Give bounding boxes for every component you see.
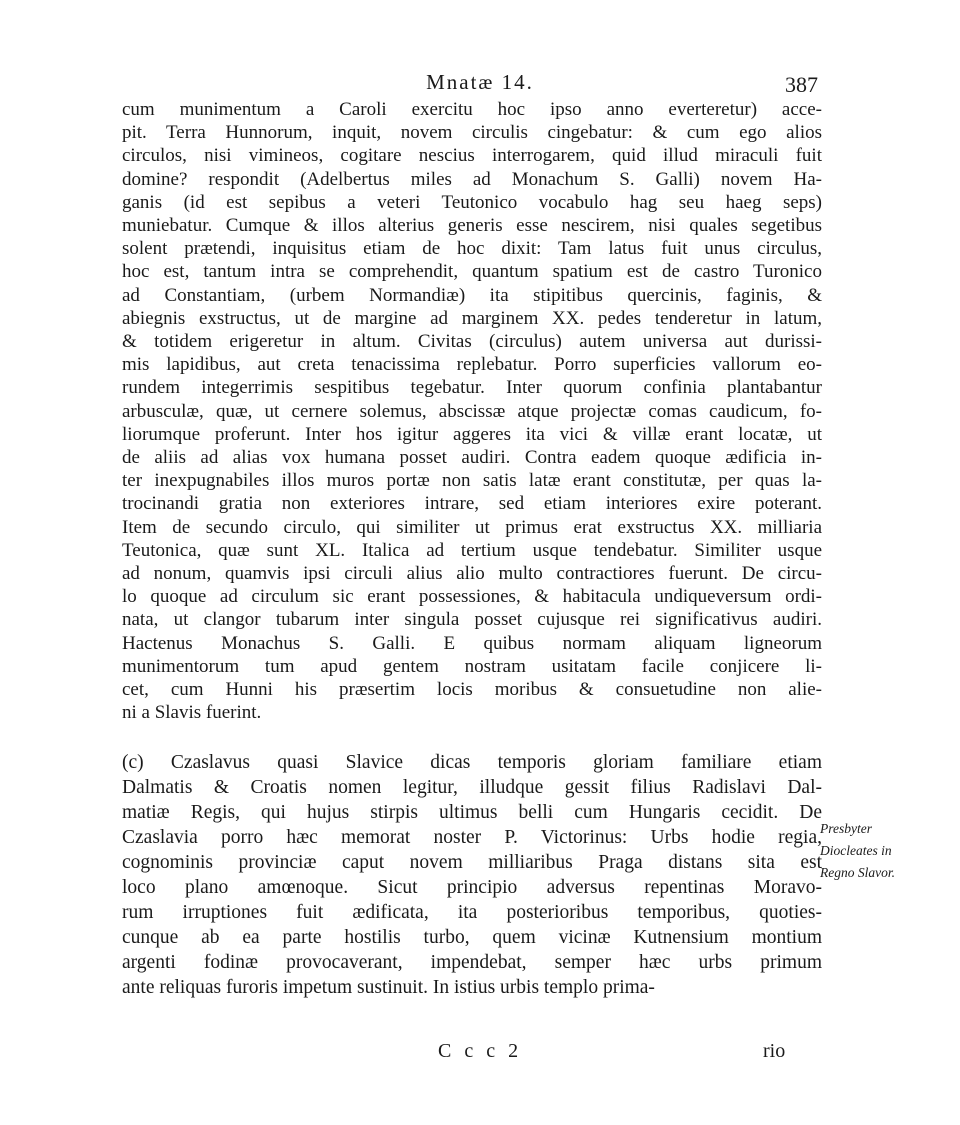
text-line: ganis (id est sepibus a veteri Teutonico vocabulo hag seu haeg seps): [122, 191, 822, 213]
text-line: cum munimentum a Caroli exercitu hoc ipso anno everteretur) acce-: [122, 99, 822, 120]
text-line: de aliis ad alias vox humana posset audiri. Contra eadem quoque ædificia in-: [122, 447, 822, 469]
page-header: [0, 70, 960, 100]
text-line: arbusculæ, quæ, ut cernere solemus, abscissæ atque projectæ comas caudicum, fo-: [122, 400, 822, 422]
text-line: trocinandi gratia non exteriores intrare, sed etiam interiores exire poterant.: [122, 493, 822, 515]
text-line: Dalmatis & Croatis nomen legitur, illudque gessit filius Radislavi Dal-: [122, 777, 822, 799]
text-line: Hactenus Monachus S. Galli. E quibus normam aliquam ligneorum: [122, 632, 822, 654]
page-number: 387: [785, 72, 818, 97]
margin-note: [820, 818, 940, 884]
text-line: (c) Czaslavus quasi Slavice dicas temporis gloriam familiare etiam: [122, 752, 822, 774]
text-line: cunque ab ea parte hostilis turbo, quem vicinæ Kutnensium montium: [122, 927, 822, 949]
paragraph-czaslavus: [122, 750, 822, 1000]
text-line: cet, cum Hunni his præsertim locis moribus & consuetudine non alie-: [122, 679, 822, 701]
text-line: ad Constantiam, (urbem Normandiæ) ita stipitibus quercinis, faginis, &: [122, 284, 822, 306]
text-line: abiegnis exstructus, ut de margine ad marginem XX. pedes tenderetur in latum,: [122, 307, 822, 329]
running-title: Mnatæ 14.: [426, 70, 534, 94]
text-line: ter inexpugnabiles illos muros portæ non satis latæ erant constitutæ, per quas la-: [122, 470, 822, 492]
text-line: hoc est, tantum intra se comprehendit, quantum spatium est de castro Turonico: [122, 261, 822, 283]
text-line: liorumque proferunt. Inter hos igitur aggeres ita vici & villæ erant locatæ, ut: [122, 423, 822, 445]
catchword: rio: [763, 1040, 786, 1062]
text-line: loco plano amœnoque. Sicut principio adversus repentinas Moravo-: [122, 877, 822, 899]
text-line: ad nonum, quamvis ipsi circuli alius alio multo contractiores fuerunt. De circu-: [122, 563, 822, 585]
text-line: domine? respondit (Adelbertus miles ad Monachum S. Galli) novem Ha-: [122, 168, 822, 190]
signature-mark: C c c 2: [438, 1040, 523, 1062]
text-line: rundem integerrimis sespitibus tegebatur. Inter quorum confinia plantabantur: [122, 377, 822, 399]
text-line: ante reliquas furoris impetum sustinuit. In istius urbis templo prima-: [122, 977, 655, 999]
text-line: pit. Terra Hunnorum, inquit, novem circulis cingebatur: & cum ego alios: [122, 122, 822, 144]
paragraph-munimentum: [122, 98, 822, 724]
margin-note-line: Diocleates in: [820, 843, 892, 858]
text-line: & totidem erigeretur in altum. Civitas (circulus) autem universa aut durissi-: [122, 331, 822, 353]
text-line: mis lapidibus, aut creta tenacissima replebatur. Porro superficies vallorum eo-: [122, 354, 822, 376]
page-footer: [0, 1040, 960, 1066]
text-line: argenti fodinæ provocaverant, impendebat, semper hæc urbs primum: [122, 952, 822, 974]
text-line: ni a Slavis fuerint.: [122, 702, 262, 724]
text-line: Item de secundo circulo, qui similiter ut primus erat exstructus XX. milliaria: [122, 516, 822, 538]
text-line: Czaslavia porro hæc memorat noster P. Victorinus: Urbs hodie regia,: [122, 827, 822, 849]
text-line: muniebatur. Cumque & illos alterius generis esse nescirem, nisi quales segetibus: [122, 215, 822, 237]
text-line: matiæ Regis, qui hujus stirpis ultimus belli cum Hungaris cecidit. De: [122, 802, 822, 824]
text-line: cognominis provinciæ caput novem milliaribus Praga distans sita est: [122, 852, 822, 874]
text-line: rum irruptiones fuit ædificata, ita posterioribus temporibus, quoties-: [122, 902, 822, 924]
text-line: munimentorum tum apud gentem nostram usitatam facile conjicere li-: [122, 655, 822, 677]
body-text: [122, 98, 822, 1000]
text-line: Teutonica, quæ sunt XL. Italica ad tertium usque tendebatur. Similiter usque: [122, 539, 822, 561]
text-line: nata, ut clangor tubarum inter singula posset cujusque rei significativus audiri.: [122, 609, 822, 631]
text-line: lo quoque ad circulum sic erant possessiones, & habitacula undiqueversum ordi-: [122, 586, 822, 608]
text-line: solent prætendi, inquisitus etiam de hoc dixit: Tam latus fuit unus circulus,: [122, 238, 822, 260]
margin-note-line: Presbyter: [820, 821, 872, 836]
text-line: circulos, nisi vimineos, cogitare nescius interrogarem, quid illud miraculi fuit: [122, 145, 822, 167]
margin-note-line: Regno Slavor.: [820, 865, 895, 880]
